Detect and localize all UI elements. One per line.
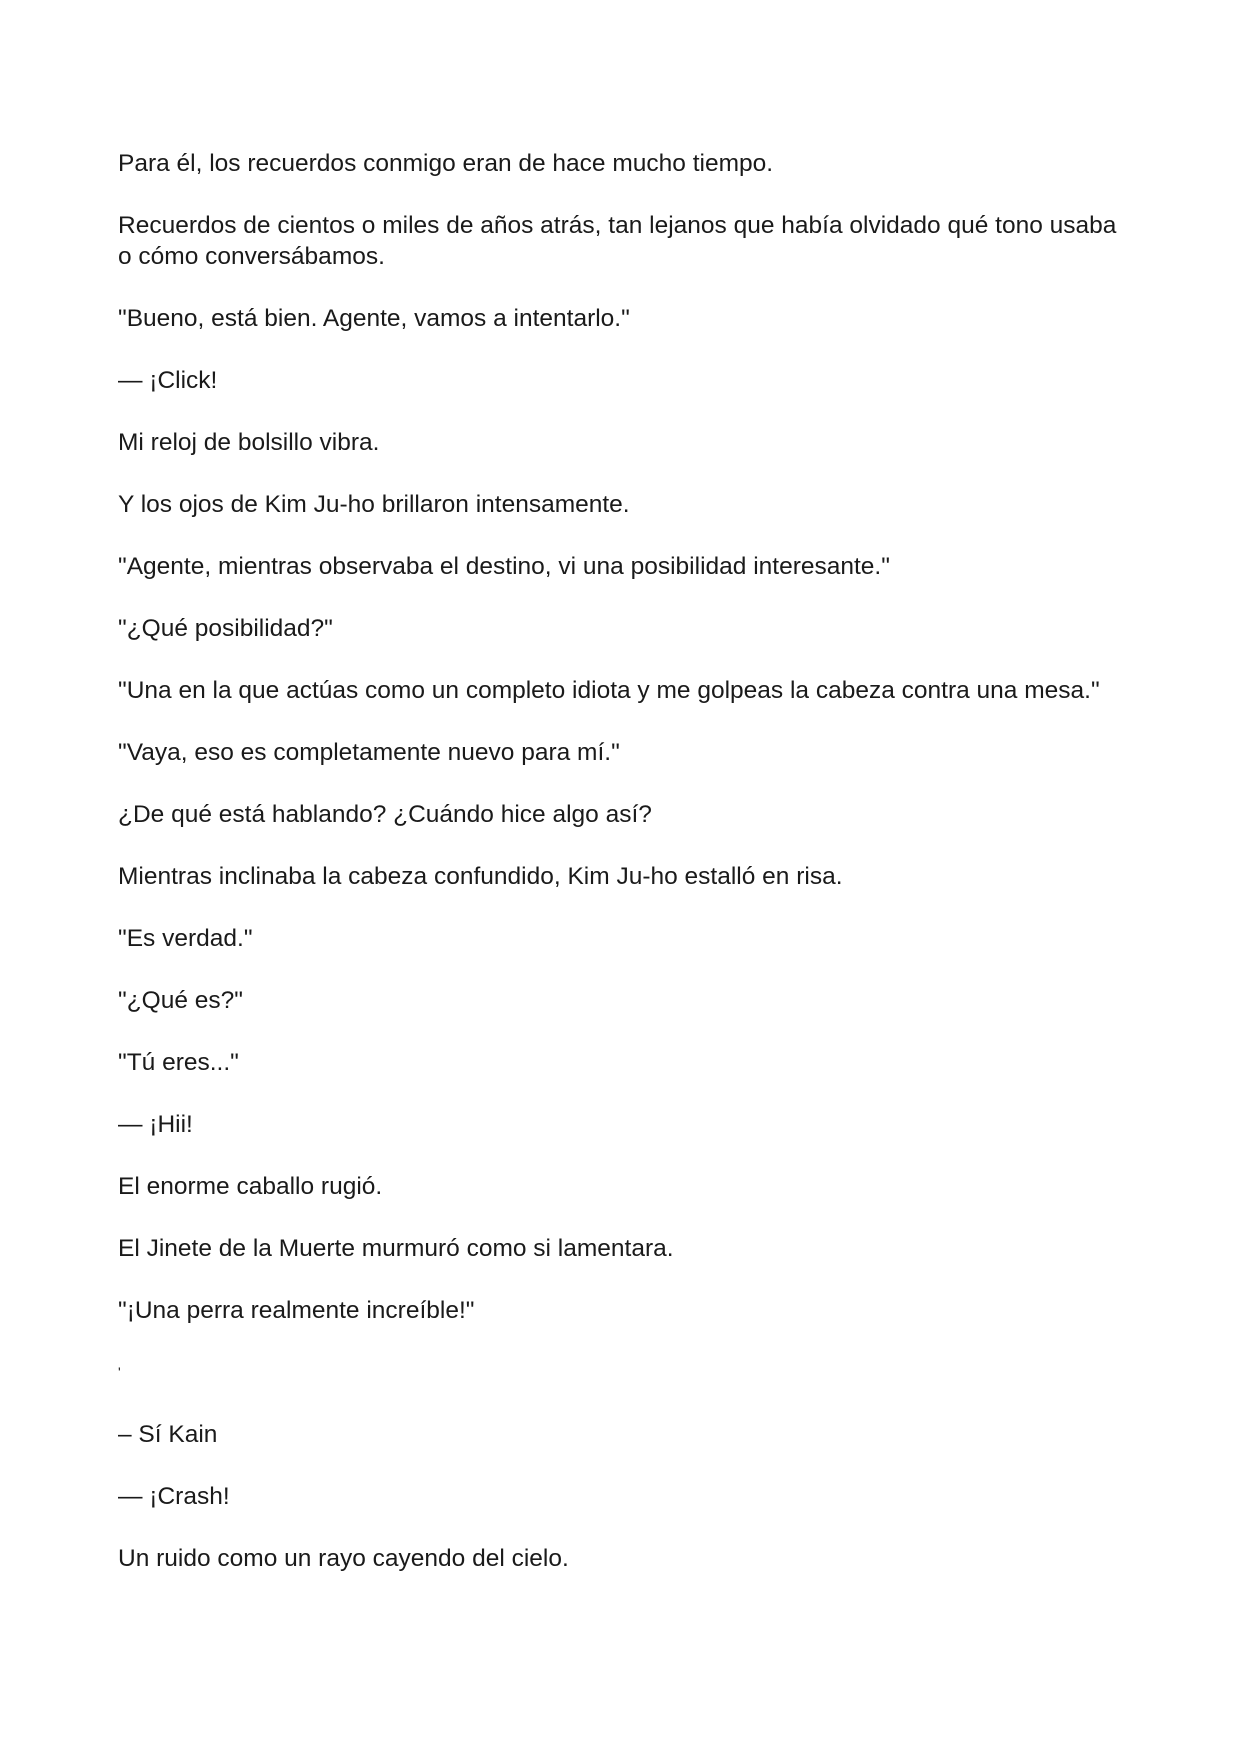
paragraph: — ¡Click! [118,367,218,394]
paragraph: – Sí Kain [118,1421,218,1448]
paragraph: ¿De qué está hablando? ¿Cuándo hice algo así? [118,801,652,828]
paragraph: "Una en la que actúas como un completo idiota y me golpeas la cabeza contra una mesa." [118,677,1100,704]
paragraph: Mi reloj de bolsillo vibra. [118,429,380,456]
paragraph: "¿Qué es?" [118,987,243,1014]
paragraph: El Jinete de la Muerte murmuró como si lamentara. [118,1235,674,1262]
paragraph: "Agente, mientras observaba el destino, vi una posibilidad interesante." [118,553,890,580]
paragraph: Recuerdos de cientos o miles de años atrás, tan lejanos que había olvidado qué tono usaba o cómo conversábamos. [118,212,1124,270]
paragraph: Un ruido como un rayo cayendo del cielo. [118,1545,569,1572]
paragraph: "Tú eres..." [118,1049,239,1076]
paragraph: — ¡Crash! [118,1483,230,1510]
paragraph: El enorme caballo rugió. [118,1173,383,1200]
paragraph: "¡Una perra realmente increíble!" [118,1297,475,1324]
paragraph: Mientras inclinaba la cabeza confundido, Kim Ju-ho estalló en risa. [118,863,843,890]
paragraph: "Bueno, está bien. Agente, vamos a intentarlo." [118,305,630,332]
paragraph: "¿Qué posibilidad?" [118,615,333,642]
paragraph: Y los ojos de Kim Ju-ho brillaron intensamente. [118,491,630,518]
document-body [118,148,1128,1605]
paragraph: "Vaya, eso es completamente nuevo para mí." [118,739,620,766]
paragraph: Para él, los recuerdos conmigo eran de hace mucho tiempo. [118,150,774,177]
paragraph: — ¡Hii! [118,1111,193,1138]
paragraph-apostrophe: ' [118,1364,121,1380]
paragraph: "Es verdad." [118,925,253,952]
